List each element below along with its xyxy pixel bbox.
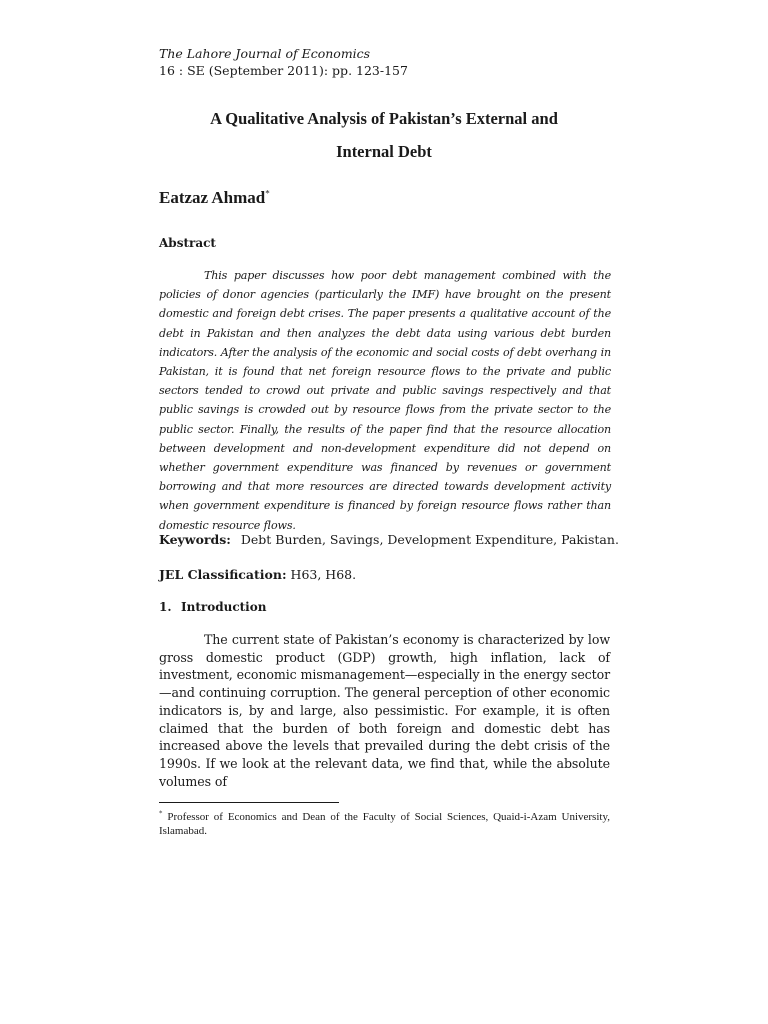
footnote-separator bbox=[159, 802, 339, 803]
jel-classification-line bbox=[159, 566, 356, 584]
keywords-label: Keywords: bbox=[159, 532, 231, 547]
abstract-heading: Abstract bbox=[159, 236, 216, 250]
paper-title-line-1: A Qualitative Analysis of Pakistan’s External and bbox=[210, 109, 558, 128]
author-name-text: Eatzaz Ahmad bbox=[159, 188, 266, 207]
section-number: 1. bbox=[159, 600, 172, 614]
journal-name: The Lahore Journal of Economics bbox=[159, 46, 371, 61]
footnote-marker: * bbox=[159, 809, 163, 818]
jel-value: H63, H68. bbox=[286, 567, 357, 582]
author-footnote-marker: * bbox=[265, 188, 270, 199]
volume-issue-line: 16 : SE (September 2011): pp. 123-157 bbox=[159, 63, 408, 78]
section-heading bbox=[159, 598, 266, 616]
section-title: Introduction bbox=[181, 600, 267, 614]
keywords-value: Debt Burden, Savings, Development Expenditure, Pakistan. bbox=[240, 532, 619, 547]
jel-label: JEL Classification: bbox=[159, 567, 287, 582]
abstract-text: This paper discusses how poor debt management combined with the policies of donor agencies (particularly the IMF) have brought on the present domestic and foreign debt crises. The paper presents a qualitative account of the debt in Pakistan and then analyzes the debt data using various debt burden indicators. After the analysis of the economic and social costs of debt overhang in Pakistan, it is found that net foreign resource flows to the private and public sectors tended to crowd out private and public savings respectively and that public savings is crowded out by resource flows from the private sector to the public sector. Finally, the results of the paper find that the resource allocation between development and non-development expenditure did not depend on whether government expenditure was financed by revenues or government borrowing and that more resources are directed towards development activity when government expenditure is financed by foreign resource flows rather than domestic resource flows. bbox=[159, 269, 611, 532]
keywords-line bbox=[159, 531, 619, 549]
author-name bbox=[159, 188, 270, 208]
author-footnote bbox=[159, 810, 610, 838]
paper-title-line-2: Internal Debt bbox=[336, 142, 432, 161]
introduction-paragraph: The current state of Pakistan’s economy is characterized by low gross domestic product (GDP) growth, high inflation, lack of investment, economic mismanagement—especially in the energy sector—and continuing corruption. The general perception of other economic indicators is, by and large, also pessimistic. For example, it is often claimed that the burden of both foreign and domestic debt has increased above the levels that prevailed during the debt crisis of the 1990s. If we look at the relevant data, we find that, while the absolute volumes of bbox=[159, 632, 611, 789]
footnote-text: Professor of Economics and Dean of the Faculty of Social Sciences, Quaid-i-Azam University, Islamabad. bbox=[159, 811, 610, 837]
